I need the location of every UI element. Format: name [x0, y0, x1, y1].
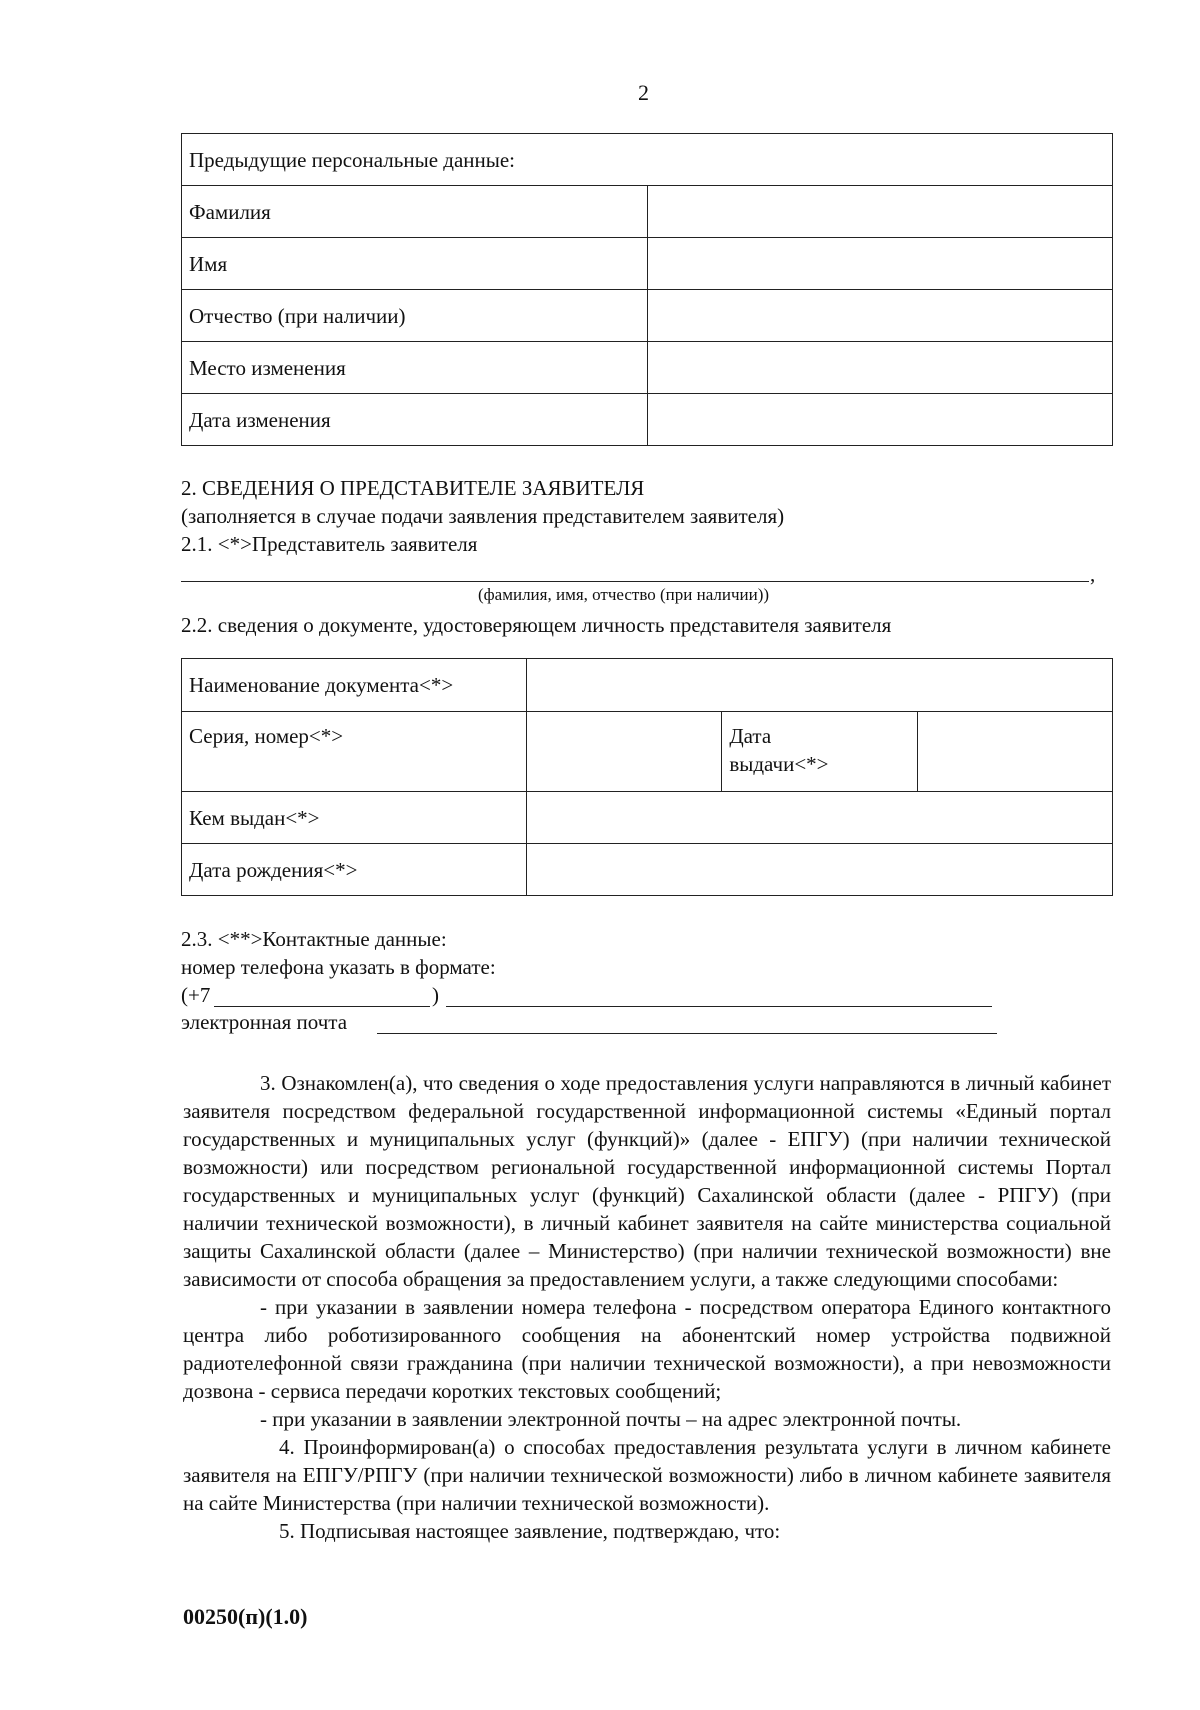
identity-document-table	[181, 658, 1113, 896]
phone-prefix: (+7	[181, 983, 211, 1007]
change-place-label: Место изменения	[182, 342, 648, 394]
doc-name-value[interactable]	[527, 659, 1113, 712]
birth-date-value[interactable]	[527, 844, 1113, 896]
phone-number-line[interactable]	[446, 1006, 992, 1007]
item-2-1-label: 2.1. <*>Представитель заявителя	[181, 532, 478, 556]
name-label: Имя	[182, 238, 648, 290]
phone-format-label: номер телефона указать в формате:	[181, 955, 496, 979]
phone-close-paren: )	[432, 983, 439, 1007]
paragraph-3: 3. Ознакомлен(а), что сведения о ходе предоставления услуги направляются в личный кабинет заявителя посредством федеральной государственной информационной системы «Единый портал государственных и муниципальных услуг (функций)» (далее - ЕПГУ) (при наличии технической возможности) или посредством региональной государственной информационной системы Портал государственных и муниципальных услуг (функций) Сахалинской области (далее - РПГУ) (при наличии технической возможности), в личный кабинет заявителя на сайте министерства социальной защиты Сахалинской области (далее – Министерство) (при наличии технической возможности) вне зависимости от способа обращения за предоставлением услуги, а также следующими способами:	[183, 1071, 1111, 1291]
representative-fio-line[interactable]	[181, 581, 1089, 582]
email-label: электронная почта	[181, 1010, 348, 1034]
patronymic-label: Отчество (при наличии)	[182, 290, 648, 342]
paragraph-3-email: - при указании в заявлении электронной почты – на адрес электронной почты.	[260, 1407, 962, 1431]
section2-title: 2. СВЕДЕНИЯ О ПРЕДСТАВИТЕЛЕ ЗАЯВИТЕЛЯ	[181, 476, 645, 500]
series-number-value[interactable]	[527, 712, 722, 792]
surname-label: Фамилия	[182, 186, 648, 238]
doc-name-label: Наименование документа<*>	[182, 659, 527, 712]
email-line[interactable]	[377, 1033, 997, 1034]
change-date-value[interactable]	[647, 394, 1113, 446]
issue-date-label-line1: Дата	[729, 724, 772, 748]
page-number: 2	[638, 80, 649, 105]
contacts-title: 2.3. <**>Контактные данные:	[181, 927, 447, 951]
name-value[interactable]	[647, 238, 1113, 290]
phone-code-line[interactable]	[214, 1006, 430, 1007]
section2-note: (заполняется в случае подачи заявления представителем заявителя)	[181, 504, 785, 528]
change-date-label: Дата изменения	[182, 394, 648, 446]
item-2-2-label: 2.2. сведения о документе, удостоверяющем личность представителя заявителя	[181, 613, 892, 637]
surname-value[interactable]	[647, 186, 1113, 238]
paragraph-3-phone: - при указании в заявлении номера телефона - посредством оператора Единого контактного центра либо роботизированного сообщения на абонентский номер устройства подвижной радиотелефонной связи гражданина (при наличии технической возможности), а при невозможности дозвона - сервиса передачи коротких текстовых сообщений;	[183, 1295, 1111, 1403]
previous-data-header: Предыдущие персональные данные:	[182, 134, 1113, 186]
issue-date-value[interactable]	[917, 712, 1112, 792]
issued-by-label: Кем выдан<*>	[182, 792, 527, 844]
change-place-value[interactable]	[647, 342, 1113, 394]
fio-comma: ,	[1090, 562, 1096, 586]
issue-date-label-line2: выдачи<*>	[729, 752, 829, 776]
previous-personal-data-table	[181, 133, 1113, 446]
form-code: 00250(п)(1.0)	[183, 1604, 308, 1629]
paragraph-4: 4. Проинформирован(а) о способах предоставления результата услуги в личном кабинете заявителя на ЕПГУ/РПГУ (при наличии технической возможности) либо в личном кабинете заявителя на сайте Министерства (при наличии технической возможности).	[183, 1435, 1111, 1515]
paragraph-5: 5. Подписывая настоящее заявление, подтверждаю, что:	[279, 1519, 781, 1543]
series-number-label: Серия, номер<*>	[182, 712, 527, 792]
issue-date-label	[722, 712, 917, 792]
patronymic-value[interactable]	[647, 290, 1113, 342]
issued-by-value[interactable]	[527, 792, 1113, 844]
body-text	[183, 1069, 1111, 1545]
fio-caption: (фамилия, имя, отчество (при наличии))	[478, 585, 770, 604]
birth-date-label: Дата рождения<*>	[182, 844, 527, 896]
